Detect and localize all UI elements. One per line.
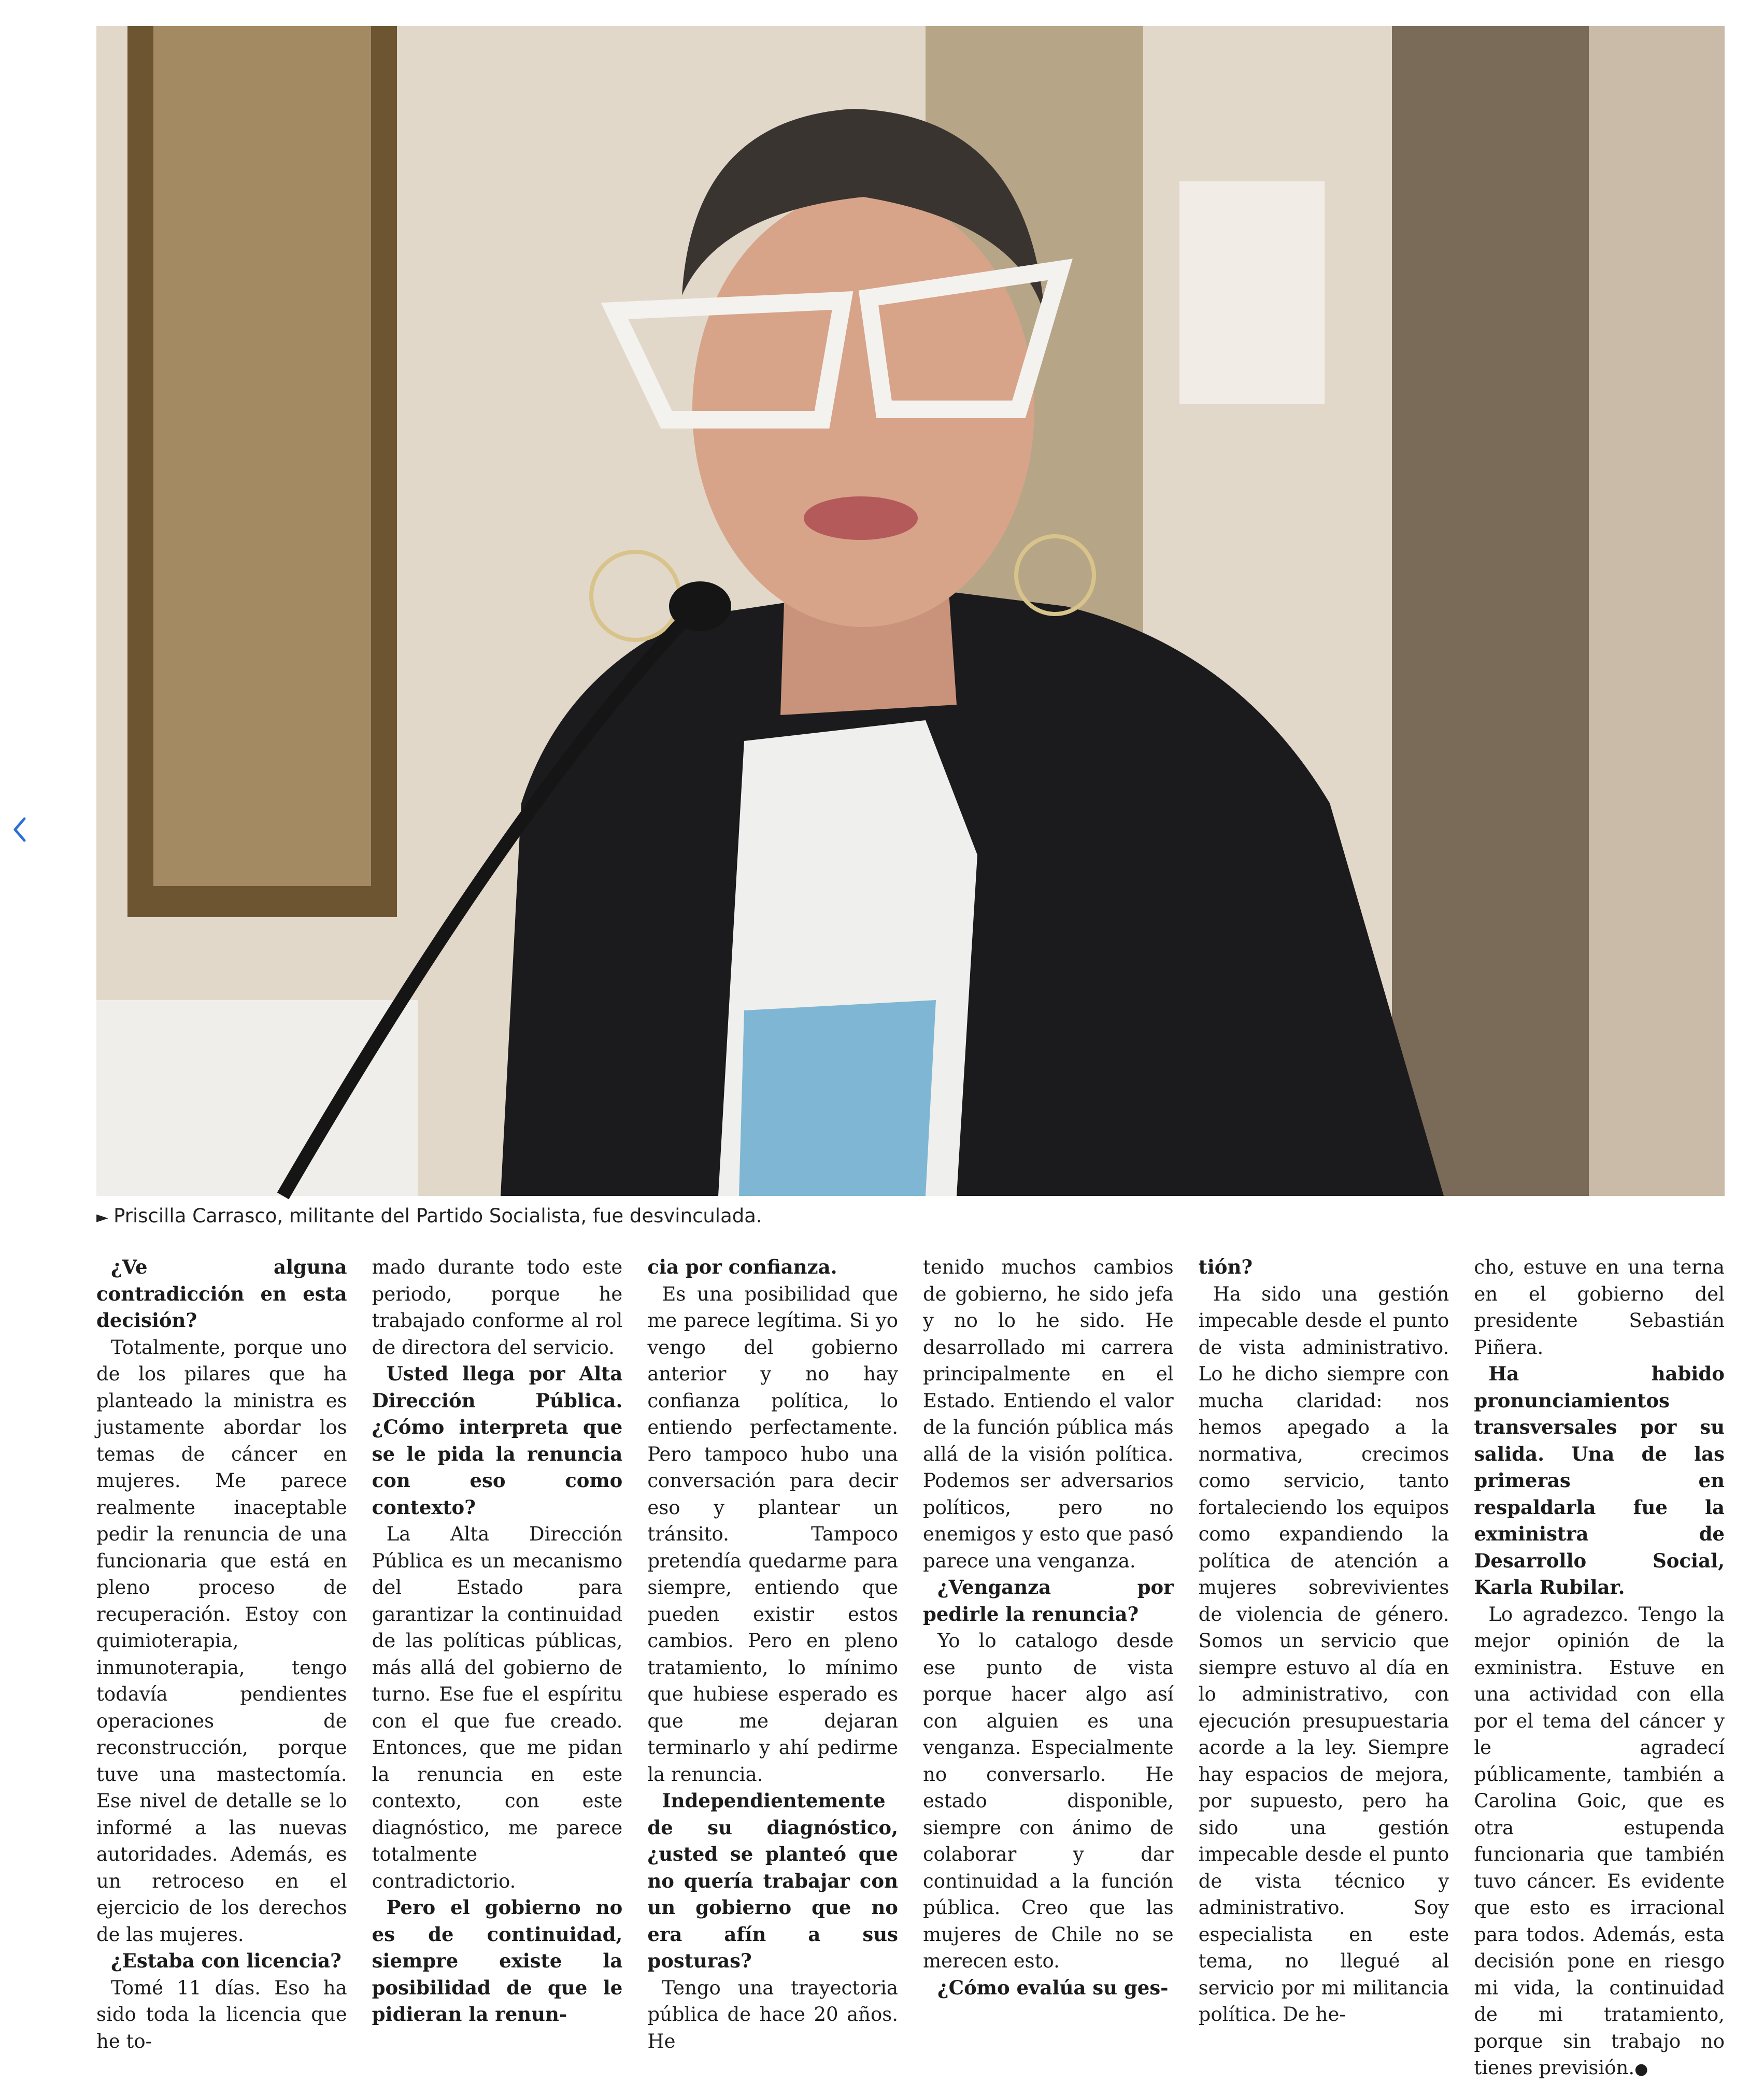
answer-paragraph: tenido muchos cambios de gobierno, he sido jefa y no lo he sido. He desarrollado mi carrera principalmente en el Estado. Entiendo el valor de la función pública más allá de la visión política. Podemos ser adversarios políticos, pero no enemigos y esto que pasó parece una venganza. (922, 1256, 1174, 1572)
chevron-left-icon (12, 817, 27, 845)
answer-paragraph: Lo agradezco. Tengo la mejor opinión de la exministra. Estuve en una actividad con ella por el tema del cáncer y le agradecí públicamente, también a Carolina Goic, que es otra estupenda funcionaria que también tuvo cáncer. Es evidente que esto es irracional para todos. Además, esta decisión pone en riesgo mi vida, la continuidad de mi tratamiento, porque sin trabajo no tienes previsión.● (1474, 1603, 1725, 2079)
caption-text: Priscilla Carrasco, militante del Partido Socialista, fue desvinculada. (113, 1205, 762, 1227)
answer-paragraph: mado durante todo este periodo, porque he trabajado conforme al rol de directora del servicio. (372, 1256, 623, 1359)
answer-paragraph: Totalmente, porque uno de los pilares que ha planteado la ministra es justamente abordar los temas de cáncer en mujeres. Me parece realmente inaceptable pedir la renuncia de una funcionaria que está en pleno proceso de recuperación. Estoy con quimioterapia, inmunoterapia, tengo todavía pendientes operaciones de reconstrucción, porque tuve una mastectomía. Ese nivel de detalle se lo informé a las nuevas autoridades. Además, es un retroceso en el ejercicio de los derechos de las mujeres. (96, 1336, 347, 1946)
question-paragraph: ¿Estaba con licencia? (111, 1949, 342, 1972)
question-paragraph: cia por confianza. (647, 1255, 837, 1278)
answer-paragraph: Tomé 11 días. Eso ha sido toda la licencia que he to- (96, 1976, 347, 2052)
question-paragraph: Independientemente de su diagnóstico, ¿usted se planteó que no quería trabajar con un gobierno que no era afín a sus posturas? (647, 1789, 898, 1972)
question-paragraph: tión? (1198, 1255, 1253, 1278)
answer-paragraph: Ha sido una gestión impecable desde el punto de vista administrativo. Lo he dicho siempre con mucha claridad: nos hemos apegado a la normativa, crecimos como servicio, tanto fortaleciendo los equipos como expandiendo la política de atención a mujeres sobrevivientes de violencia de género. Somos un servicio que siempre estuvo al día en lo administrativo, con ejecución presupuestaria acorde a la ley. Siempre hay espacios de mejora, por supuesto, pero ha sido una gestión impecable desde el punto de vista técnico y administrativo. Soy especialista en este tema, no llegué al servicio por mi militancia política. De he- (1198, 1282, 1449, 2025)
article-column (1474, 1254, 1725, 2083)
article-body (96, 1254, 1725, 2079)
article-column (923, 1254, 1174, 2083)
question-paragraph: Pero el gobierno no es de continuidad, siempre existe la posibilidad de que le pidieran la renun- (372, 1896, 623, 2025)
previous-page-button[interactable] (9, 814, 30, 848)
caption-marker: ► (96, 1208, 109, 1226)
article-column (372, 1254, 623, 2083)
answer-paragraph: Tengo una trayectoria pública de hace 20 años. He (647, 1976, 898, 2052)
photo-portrait (96, 26, 1725, 1196)
question-paragraph: Ha habido pronunciamientos transversales por su salida. Una de las primeras en respaldarla fue la exministra de Desarrollo Social, Karla Rubilar. (1474, 1362, 1725, 1599)
question-paragraph: ¿Ve alguna contradicción en esta decisión? (96, 1255, 347, 1332)
article-column (1199, 1254, 1449, 2083)
answer-paragraph: La Alta Dirección Pública es un mecanismo del Estado para garantizar la continuidad de las políticas públicas, más allá del gobierno de turno. Ese fue el espíritu con el que fue creado. Entonces, que me pidan la renuncia en este contexto, con este diagnóstico, me parece totalmente contradictorio. (372, 1523, 623, 1892)
question-paragraph: ¿Cómo evalúa su ges- (937, 1976, 1169, 1999)
answer-paragraph: cho, estuve en una terna en el gobierno del presidente Sebastián Piñera. (1474, 1256, 1725, 1359)
answer-paragraph: Es una posibilidad que me parece legítima. Si yo vengo del gobierno anterior y no hay confianza política, lo entiendo perfectamente. Pero tampoco hubo una conversación para decir eso y plantear un tránsito. Tampoco pretendía quedarme para siempre, entiendo que pueden existir estos cambios. Pero en pleno tratamiento, lo mínimo que hubiese esperado es que me dejaran terminarlo y ahí pedirme la renuncia. (647, 1282, 898, 1786)
article-column (647, 1254, 898, 2083)
article-column (96, 1254, 347, 2083)
question-paragraph: Usted llega por Alta Dirección Pública. ¿Cómo interpreta que se le pida la renuncia con eso como contexto? (372, 1362, 623, 1519)
end-mark: ● (1634, 2060, 1648, 2078)
question-paragraph: ¿Venganza por pedirle la renuncia? (922, 1576, 1174, 1625)
answer-paragraph: Yo lo catalogo desde ese punto de vista porque hacer algo así con alguien es una venganza. Especialmente no conversarlo. He estado disponible, siempre con ánimo de colaborar y dar continuidad a la función pública. Creo que las mujeres de Chile no se merecen esto. (922, 1630, 1174, 1972)
photo-caption (96, 1203, 1725, 1231)
